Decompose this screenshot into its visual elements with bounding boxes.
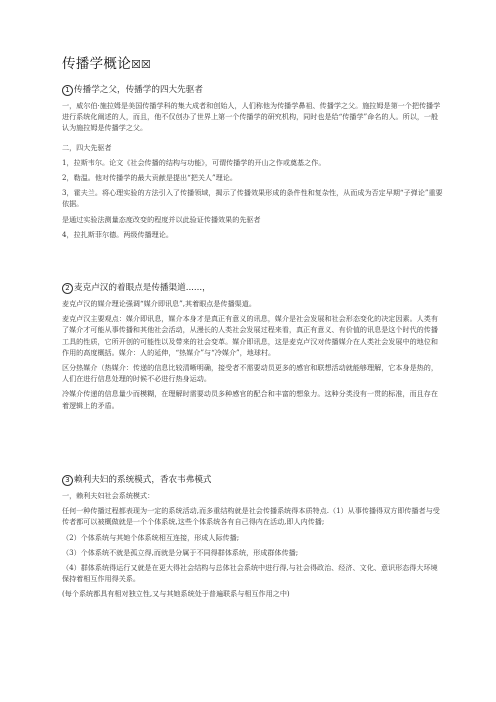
paragraph: 2，勒温。他对传播学的最大贡献是提出“把关人”理论。 bbox=[62, 173, 237, 183]
paragraph: (每个系统都具有相对独立性,又与其她系统处于普遍联系与相互作用之中) bbox=[62, 589, 290, 599]
section-3 bbox=[62, 474, 444, 604]
section-heading bbox=[62, 84, 444, 96]
paragraph: 冷媒介传递的信息量少而模糊，在理解时需要动员多种感官的配合和丰富的想象力。这种分类没有一贯的标准，而且存在着逻辑上的矛盾。 bbox=[62, 389, 438, 410]
paragraph: （3）个体系统不就是孤立得,而就是分属于不同得群体系统，形成群体传播; bbox=[62, 547, 299, 557]
title-text: 传播学概论 bbox=[62, 56, 131, 72]
paragraph: 是通过实验法测量态度改变的程度并以此验证传播效果的先驱者 bbox=[62, 214, 261, 224]
paragraph: 二，四大先驱者 bbox=[62, 142, 112, 152]
paragraph: 麦克卢汉的媒介理论强调“媒介即讯息”,其着眼点是传播渠道。 bbox=[62, 299, 256, 308]
paragraph: （4）群体系统得运行又就是在更大得社会结构与总体社会系统中进行得,与社会得政治、经济、文化、意识形态得大环境保持着相互作用得关系。 bbox=[62, 563, 438, 584]
section-2 bbox=[62, 282, 444, 415]
section-1 bbox=[62, 84, 444, 244]
paragraph: 一，赖利夫妇社会系统模式： bbox=[62, 491, 155, 500]
section-heading bbox=[62, 474, 444, 486]
paragraph: （2）个体系统与其她个体系统相互连接，形成人际传播; bbox=[62, 532, 240, 542]
circled-number: 2 bbox=[62, 283, 73, 294]
section-heading-text: 麦克卢汉的着眼点是传播渠道......， bbox=[74, 283, 211, 293]
circled-number: 1 bbox=[62, 85, 73, 96]
paragraph: 4，拉扎斯菲尔德。两级传播理论。 bbox=[62, 229, 173, 239]
page-title bbox=[62, 52, 151, 72]
circled-number: 3 bbox=[62, 475, 73, 486]
paragraph: 1，拉斯韦尔。论文《社会传播的结构与功能》，可谓传播学的开山之作或奠基之作。 bbox=[62, 157, 326, 167]
paragraph: 区分热媒介（热媒介：传递的信息比较清晰明确，接受者不需要动员更多的感官和联想活动就能够理解，它本身是热的，人们在进行信息处理的时候不必进行热身运动。 bbox=[62, 363, 438, 384]
title-mark: ☒☒ bbox=[131, 58, 151, 71]
section-heading-text: 传播学之父，传播学的四大先驱者 bbox=[74, 85, 203, 95]
paragraph: 3，霍夫兰。将心理实验的方法引入了传播领域，揭示了传播效果形成的条件性和复杂性，从而成为否定早期“子弹论”重要依据。 bbox=[62, 188, 443, 209]
paragraph: 任何一种传播过程都表现为一定的系统活动,而多重结构就是社会传播系统得本质特点.（1）从事传播得双方即传播者与受传者都可以被概做就是一个个体系统,这些个体系统各有自己得内在活动,即人内传播; bbox=[62, 506, 440, 527]
section-heading bbox=[62, 282, 444, 294]
paragraph: 麦克卢汉主要观点：媒介即讯息，媒介本身才是真正有意义的讯息，媒介是社会发展和社会形态变化的决定因素。人类有了媒介才可能从事传播和其他社会活动，从漫长的人类社会发展过程来看，真正有意义、有价值的讯息是这个时代的传播工具的性质，它所开创的可能性以及带来的社会变革。媒介即讯息，这是麦克卢汉对传播媒介在人类社会发展中的地位和作用的高度概括。媒介：人的延伸，“热媒介”与“冷媒介”，地球村。 bbox=[62, 314, 438, 357]
paragraph: 一，威尔伯·施拉姆是美国传播学科的集大成者和创始人，人们称他为传播学鼻祖、传播学之父。施拉姆是第一个把传播学进行系统化阐述的人，而且，他不仅创办了世界上第一个传播学的研究机构，同时也是给“传播学”命名的人。所以，一般认为施拉姆是传播学之父。 bbox=[62, 101, 441, 133]
section-heading-text: 赖利夫妇的系统模式，香农韦弗模式 bbox=[74, 475, 212, 485]
